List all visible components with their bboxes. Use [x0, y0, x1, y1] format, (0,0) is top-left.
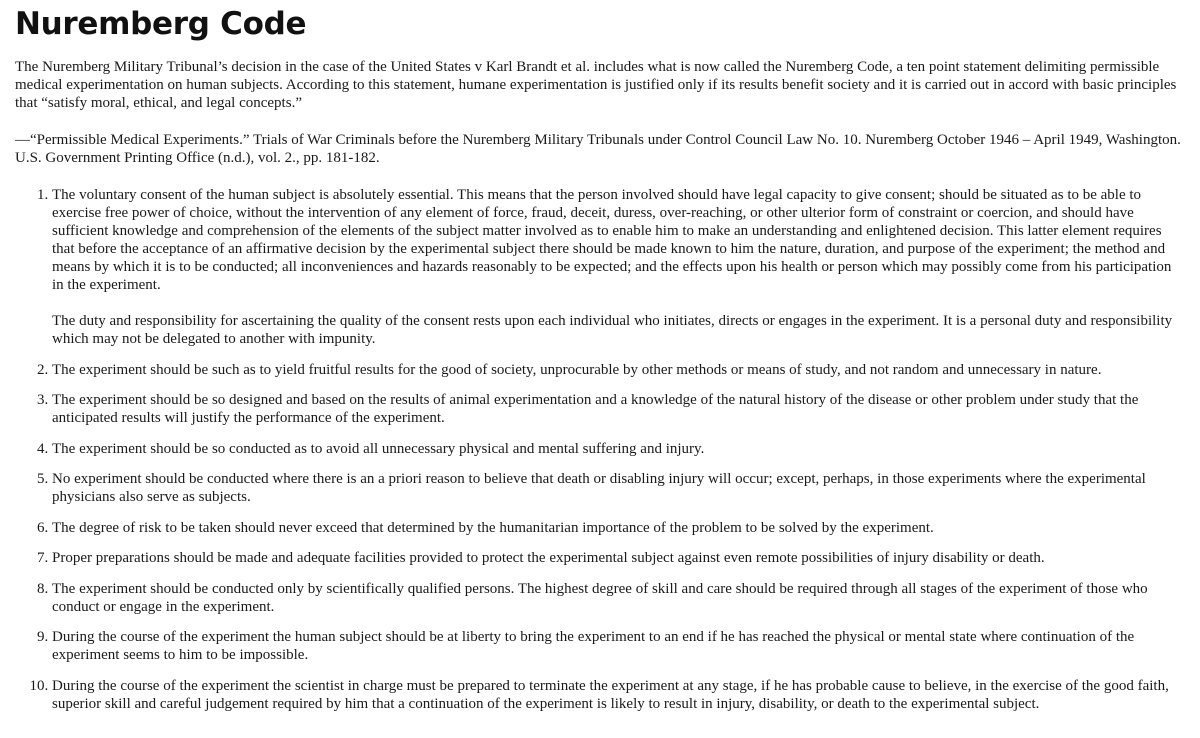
principle-text: During the course of the experiment the scientist in charge must be prepared to terminate the experiment at any stage, if he has probable cause to believe, in the exercise of the good faith, superior skill and careful judgement required by him that a continuation of the experiment is likely to result in injury, disability, or death to the experimental subject. [52, 677, 1169, 712]
principle-text: No experiment should be conducted where there is an a priori reason to believe that death or disabling injury will occur; except, perhaps, in those experiments where the experimental physicians also serve as subjects. [52, 471, 1146, 505]
document-page [15, 0, 1185, 725]
principle-text: The experiment should be so designed and based on the results of animal experimentation and a knowledge of the natural history of the disease or other problem under study that the anticipated results will justify the performance of the experiment. [52, 392, 1139, 426]
intro-paragraph: The Nuremberg Military Tribunal’s decision in the case of the United States v Karl Brandt et al. includes what is now called the Nuremberg Code, a ten point statement delimiting permissible medical experimentation on human subjects. According to this statement, humane experimentation is justified only if its results benefit society and it is carried out in accord with basic principles that “satisfy moral, ethical, and legal concepts.” [15, 59, 1177, 111]
principle-item-9 [52, 628, 1185, 664]
principle-item-5 [52, 470, 1185, 506]
principle-item-10 [52, 677, 1185, 713]
citation-paragraph: —“Permissible Medical Experiments.” Trials of War Criminals before the Nuremberg Military Tribunals under Control Council Law No. 10. Nuremberg October 1946 – April 1949, Washington. U.S. Government Printing Office (n.d.), vol. 2., pp. 181-182. [15, 132, 1181, 166]
principle-text: During the course of the experiment the human subject should be at liberty to bring the experiment to an end if he has reached the physical or mental state where continuation of the experiment seems to him to be impossible. [52, 629, 1135, 663]
principle-text: The voluntary consent of the human subject is absolutely essential. This means that the person involved should have legal capacity to give consent; should be situated as to be able to exercise free power of choice, without the intervention of any element of force, fraud, deceit, duress, over-reaching, or other ulterior form of constraint or coercion, and should have sufficient knowledge and comprehension of the elements of the subject matter involved as to enable him to make an understanding and enlightened decision. This latter element requires that before the acceptance of an affirmative decision by the experimental subject there should be made known to him the nature, duration, and purpose of the experiment; the method and means by which it is to be conducted; all inconveniences and hazards reasonably to be expected; and the effects upon his health or person which may possibly come from his participation in the experiment. [52, 187, 1172, 293]
page-title: Nuremberg Code [15, 6, 307, 42]
principle-text: The degree of risk to be taken should never exceed that determined by the humanitarian importance of the problem to be solved by the experiment. [52, 519, 934, 536]
principle-text: The experiment should be so conducted as to avoid all unnecessary physical and mental suffering and injury. [52, 440, 705, 457]
principle-item-6 [52, 519, 1185, 537]
principle-item-3 [52, 391, 1185, 427]
principle-item-8 [52, 580, 1185, 616]
principle-text: Proper preparations should be made and adequate facilities provided to protect the experimental subject against even remote possibilities of injury disability or death. [52, 550, 1045, 566]
principle-item-1 [52, 186, 1185, 348]
principle-text: The experiment should be conducted only by scientifically qualified persons. The highest degree of skill and care should be required through all stages of the experiment of those who conduct or engage in the experiment. [52, 580, 1148, 615]
principles-list [15, 186, 1185, 713]
principle-item-4 [52, 440, 1185, 458]
principle-text: The experiment should be such as to yield fruitful results for the good of society, unprocurable by other methods or means of study, and not random and unnecessary in nature. [52, 361, 1102, 378]
principle-item-2 [52, 361, 1185, 379]
principle-sub-paragraph: The duty and responsibility for ascertaining the quality of the consent rests upon each individual who initiates, directs or engages in the experiment. It is a personal duty and responsibility which may not be delegated to another with impunity. [52, 313, 1173, 347]
principle-item-7 [52, 549, 1185, 567]
